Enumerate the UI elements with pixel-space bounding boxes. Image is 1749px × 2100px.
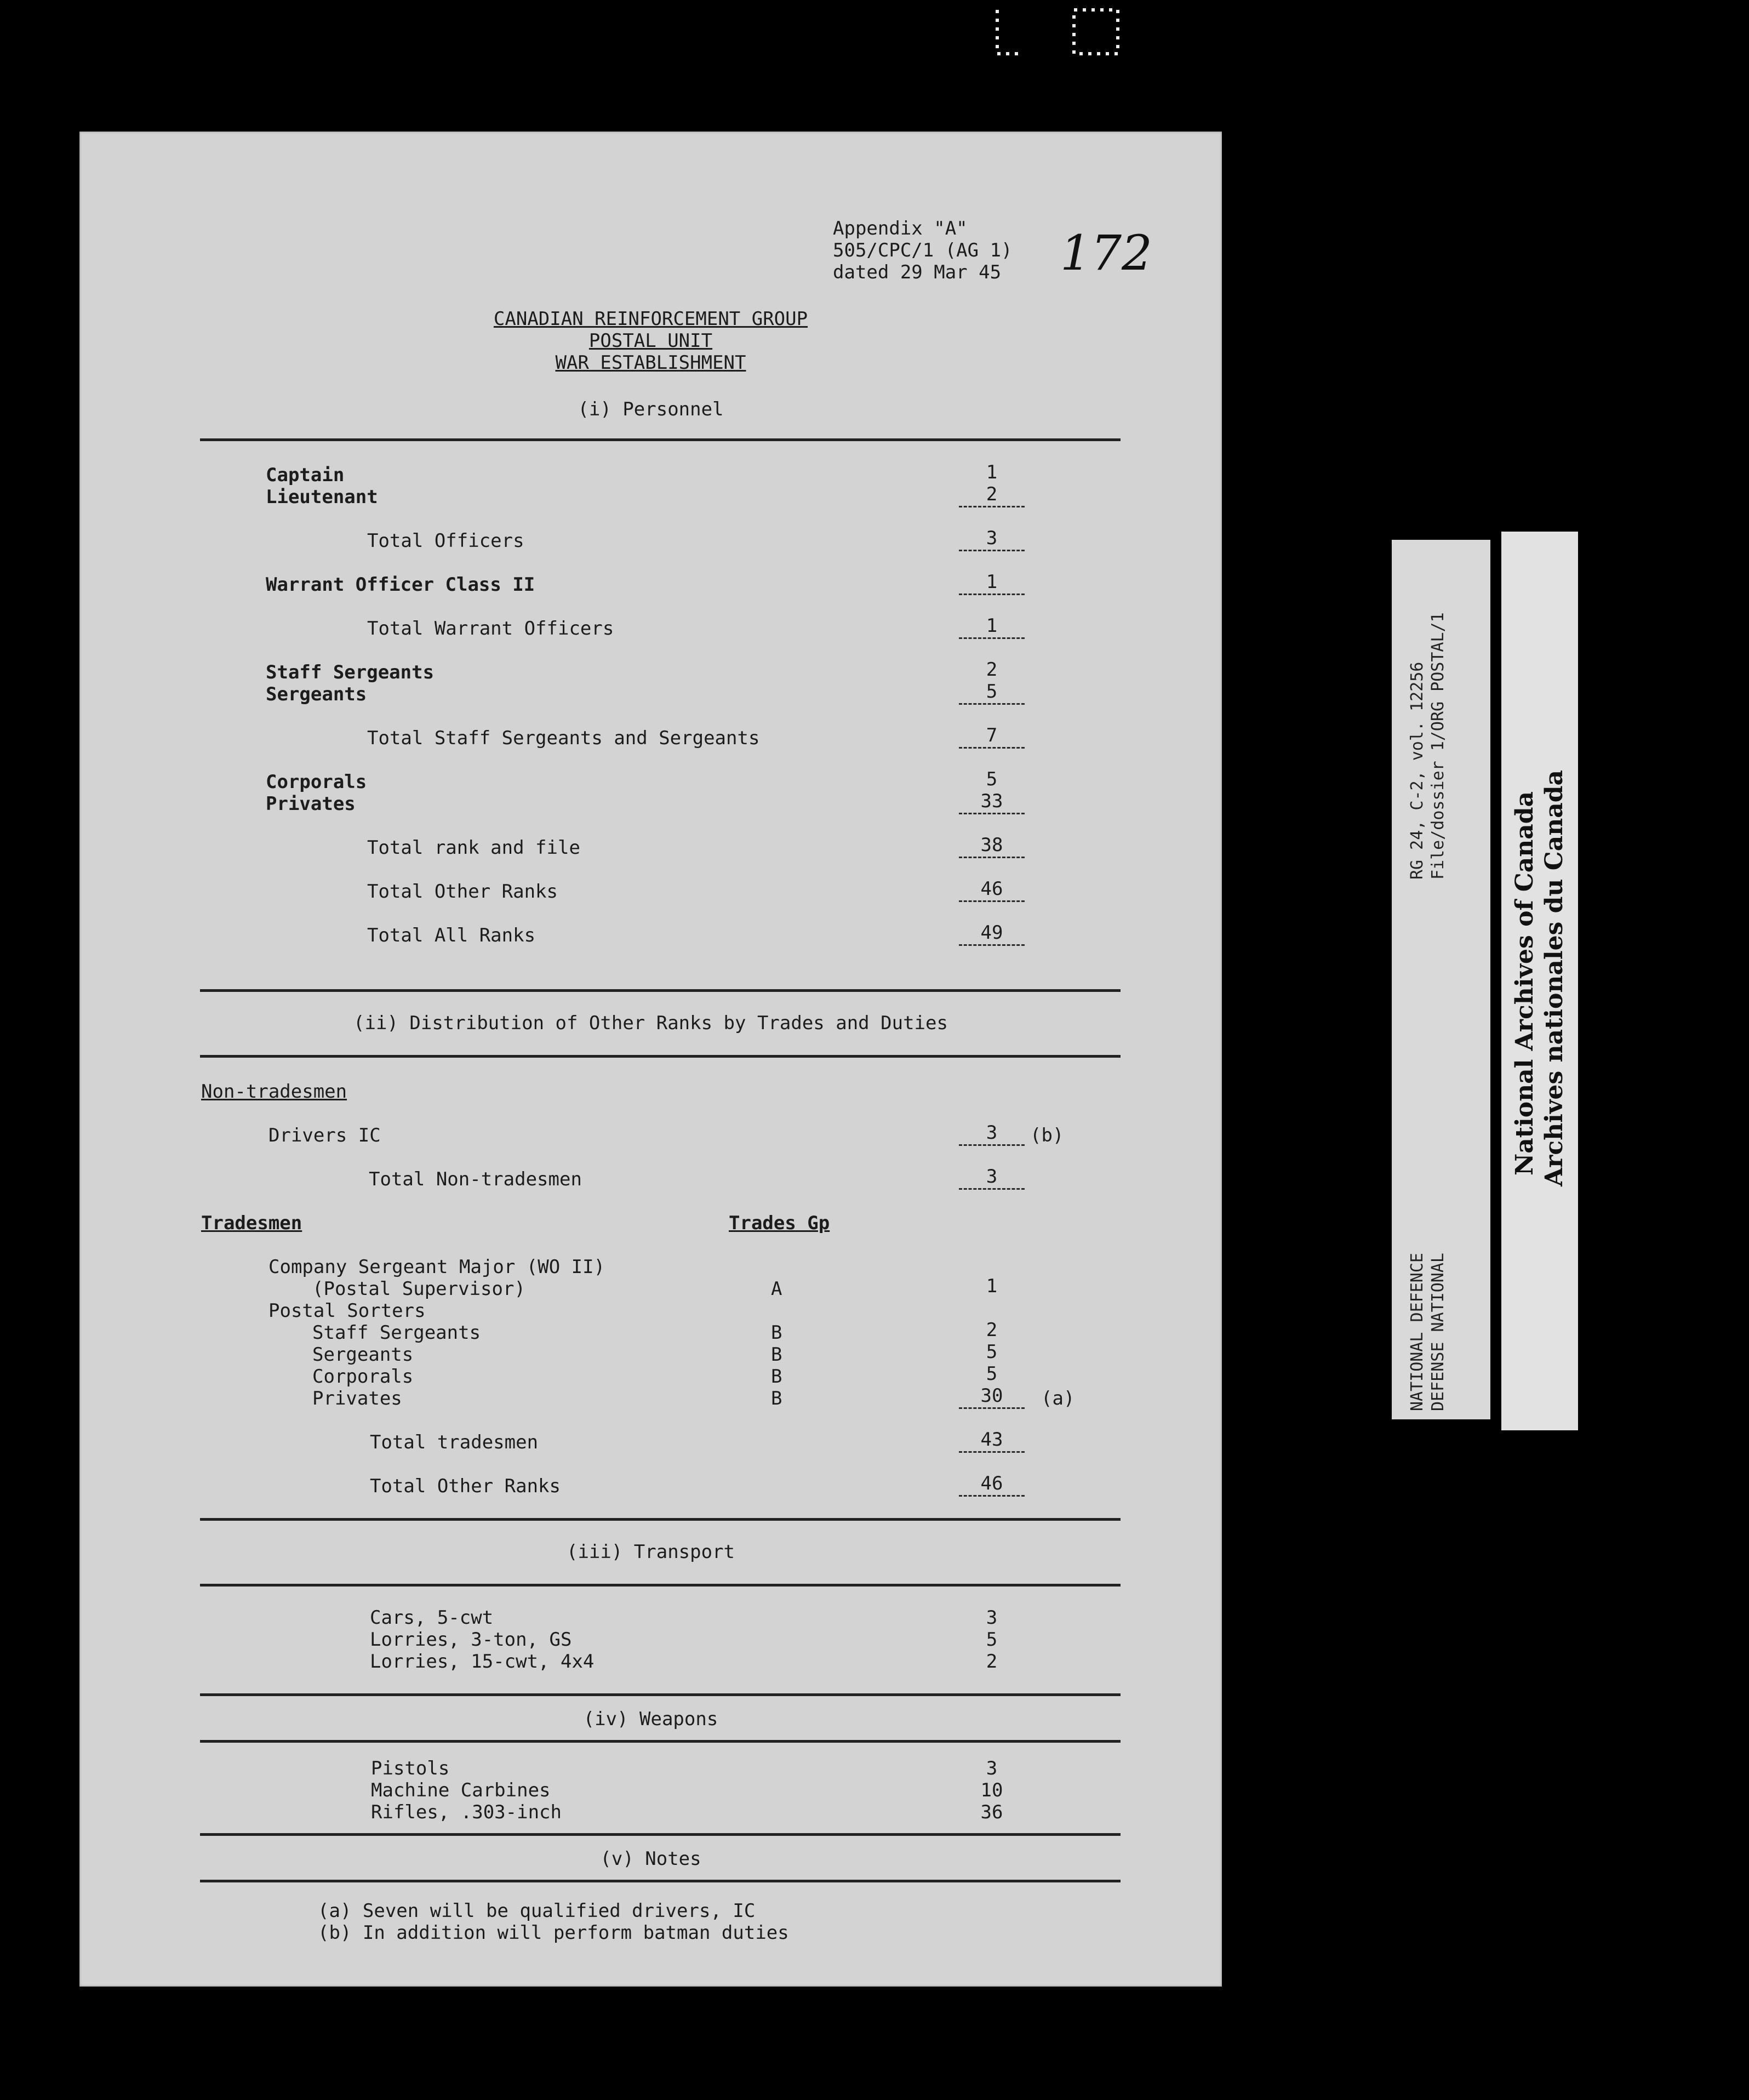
total-other-ranks-value: 46 [959,1474,1025,1497]
section-divider [200,1693,1121,1696]
personnel-total-value: 1 [959,617,1025,639]
tradesman-row-group: A [771,1278,782,1300]
tradesman-row-label: Postal Sorters [268,1300,426,1322]
note-b: (b) In addition will perform batman duties [318,1922,789,1944]
section-divider [200,1518,1121,1521]
section-divider [200,1584,1121,1587]
national-archives-tab [1501,532,1578,1430]
section-divider [200,438,1121,441]
transport-row-label: Cars, 5-cwt [370,1607,494,1629]
personnel-row-label: Corporals [266,771,367,793]
tradesman-row-group: B [771,1344,782,1366]
tradesman-row-group: B [771,1388,782,1409]
personnel-row-value: 2 [986,659,998,681]
section-divider [200,1833,1121,1836]
personnel-total-label: Total All Ranks [367,925,536,946]
personnel-row-label: Privates [266,793,356,815]
archive-reference-tab [1392,540,1490,1419]
total-non-tradesmen-value: 3 [959,1167,1025,1190]
personnel-row-label: Lieutenant [266,486,378,508]
personnel-row-label: Warrant Officer Class II [266,574,535,596]
weapons-row-label: Machine Carbines [371,1779,551,1801]
personnel-row-value: 5 [986,768,998,790]
section-personnel-heading: (i) Personnel [578,398,724,420]
personnel-total-label: Total Staff Sergeants and Sergeants [367,727,760,749]
archive-dept-line-1: NATIONAL DEFENCE [1408,1253,1427,1411]
drivers-note-ref: (b) [1030,1125,1064,1146]
tradesman-row-group: B [771,1322,782,1344]
personnel-row-value: 33 [959,792,1025,814]
personnel-total-label: Total Warrant Officers [367,618,614,640]
personnel-total-value: 7 [959,726,1025,749]
total-tradesmen-value: 43 [959,1430,1025,1453]
weapons-row-value: 10 [980,1779,1003,1801]
section-distribution-heading: (ii) Distribution of Other Ranks by Trades and Duties [353,1012,948,1034]
section-divider [200,1055,1121,1058]
personnel-row-label: Sergeants [266,683,367,705]
personnel-row-value: 1 [986,461,998,483]
archive-name-french: Archives nationales du Canada [1540,769,1568,1186]
document-date: dated 29 Mar 45 [833,261,1002,283]
personnel-row-value: 1 [959,573,1025,595]
section-divider [200,1740,1121,1743]
archive-dept-line-2: DEFENSE NATIONAL [1428,1253,1448,1411]
tradesman-row-value: 30 [959,1386,1025,1409]
weapons-row-value: 36 [980,1801,1003,1823]
personnel-total-value: 3 [959,529,1025,551]
personnel-total-value: 38 [959,836,1025,858]
transport-row-value: 5 [986,1629,998,1651]
drivers-label: Drivers IC [268,1125,381,1146]
archive-ref-line-1: RG 24, C-2, vol. 12256 [1408,661,1427,880]
document-page [79,132,1222,1987]
transport-row-value: 3 [986,1607,998,1629]
tradesman-row-value: 1 [986,1275,998,1297]
weapons-row-label: Rifles, .303-inch [371,1801,562,1823]
transport-row-label: Lorries, 3-ton, GS [370,1629,572,1651]
folio-number: 172 [1060,225,1152,281]
trades-group-heading: Trades Gp [729,1212,830,1234]
privates-note-ref: (a) [1041,1388,1075,1409]
tradesman-row-label: Company Sergeant Major (WO II) [268,1256,605,1278]
total-tradesmen-label: Total tradesmen [370,1431,539,1453]
section-notes-heading: (v) Notes [600,1848,701,1870]
appendix-label: Appendix "A" [833,218,968,239]
personnel-total-value: 46 [959,880,1025,902]
section-divider [200,989,1121,992]
file-reference: 505/CPC/1 (AG 1) [833,239,1013,261]
tradesman-row-group: B [771,1366,782,1388]
section-weapons-heading: (iv) Weapons [583,1708,718,1730]
personnel-row-value: 2 [959,485,1025,507]
war-establishment-document [79,132,1222,1987]
weapons-row-label: Pistols [371,1757,450,1779]
note-a: (a) Seven will be qualified drivers, IC [318,1900,756,1922]
tradesman-row-label: Privates [312,1388,402,1409]
weapons-row-value: 3 [986,1757,998,1779]
tradesman-row-label: Corporals [312,1366,414,1388]
transport-row-value: 2 [986,1651,998,1673]
personnel-total-label: Total rank and file [367,837,580,859]
drivers-value: 3 [959,1123,1025,1146]
transport-row-label: Lorries, 15-cwt, 4x4 [370,1651,595,1673]
personnel-total-label: Total Officers [367,530,524,552]
personnel-total-label: Total Other Ranks [367,881,558,903]
tradesman-row-label: Sergeants [312,1344,414,1366]
total-non-tradesmen-label: Total Non-tradesmen [369,1168,582,1190]
personnel-row-label: Captain [266,464,345,486]
non-tradesmen-heading: Non-tradesmen [201,1081,347,1103]
tradesman-row-value: 5 [986,1341,998,1363]
tradesman-row-label: Staff Sergeants [312,1322,481,1344]
personnel-total-value: 49 [959,923,1025,946]
tradesman-row-value: 2 [986,1319,998,1341]
tradesman-row-value: 5 [986,1363,998,1385]
tradesman-row-label: (Postal Supervisor) [312,1278,525,1300]
archive-ref-line-2: File/dossier 1/ORG POSTAL/1 [1428,612,1448,880]
section-transport-heading: (iii) Transport [566,1541,735,1563]
personnel-row-label: Staff Sergeants [266,661,435,683]
tradesmen-heading: Tradesmen [201,1212,302,1234]
document-title-line-1: CANADIAN REINFORCEMENT GROUP [493,308,808,330]
film-frame-marks [986,4,1129,59]
total-other-ranks-label: Total Other Ranks [370,1475,561,1497]
document-title-line-2: POSTAL UNIT [588,330,713,352]
section-divider [200,1880,1121,1882]
personnel-row-value: 5 [959,682,1025,705]
document-title-line-3: WAR ESTABLISHMENT [555,352,746,374]
archive-name-english: National Archives of Canada [1511,791,1539,1175]
